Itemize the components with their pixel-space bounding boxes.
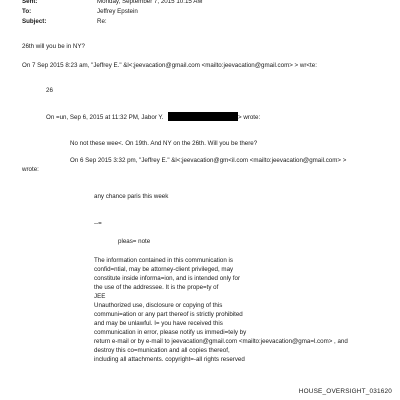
quoted-header-3-wrote: wrote: [22,166,39,173]
disclaimer-line: constitute inside informa=ion, and is intended only for [94,275,241,282]
disclaimer-line: and may be unlawful. I= you have received this [94,320,223,327]
sent-value: Monday, September 7, 2015 10:15 AM [97,0,203,5]
quoted-header-1: On 7 Sep 2015 8:23 am, "Jeffrey E." &l<;jeevacation@gmail.com <mailto:jeevacation@gmail.com> > wr<te: [22,62,317,69]
disclaimer-line: including all attachments. copyright=-all rights reserved [94,356,245,363]
disclaimer-line: return e-mail or by e-mail to jeevacation@gmail.com <mailto:jeevacation@gma=l.com> , and [94,338,348,345]
subject-value: Re: [97,18,107,25]
bates-stamp: HOUSE_OVERSIGHT_031620 [298,388,392,395]
quoted-header-3: On 6 Sep 2015 3:32 pm, "Jeffrey E." &l<;jeevacation@gm<il.com <mailto:jeevacation@gmail.com> > [70,157,347,164]
signature-separator: --= [94,220,102,227]
disclaimer-line: destroy this co=munication and all copies thereof, [94,347,230,354]
reply-line: 26th will you be in NY? [22,43,85,50]
disclaimer-line: communi=ation or any part thereof is strictly prohibited [94,311,243,318]
disclaimer-line: JEE [94,293,106,300]
to-value: Jeffrey Epstein [97,8,138,15]
quoted-text-paris: any chance paris this week [94,193,169,200]
please-note-label: pleas= note [118,238,151,245]
disclaimer-line: The information contained in this communication is [94,257,233,264]
disclaimer-line: confid=ntial, may be attorney-client privileged, may [94,266,234,273]
quoted-header-2-prefix: On =un, Sep 6, 2015 at 11:32 PM, Jabor Y. [46,114,164,121]
sent-label: Sent: [22,0,38,5]
quoted-text-not-these-weeks: No not these wee<. On 19th. And NY on the 26th. Will you be there? [70,140,258,147]
subject-label: Subject: [22,18,47,25]
quoted-header-2-suffix: > wrote: [238,114,261,121]
redaction-block [168,112,238,121]
disclaimer-line: communication in error, please notify us immedi=tely by [94,329,247,336]
disclaimer-line: the use of the addressee. It is the prope=ty of [94,284,219,291]
disclaimer-line: Unauthorized use, disclosure or copying of this [94,302,223,309]
quoted-text-26: 26 [46,87,53,94]
to-label: To: [22,8,32,15]
